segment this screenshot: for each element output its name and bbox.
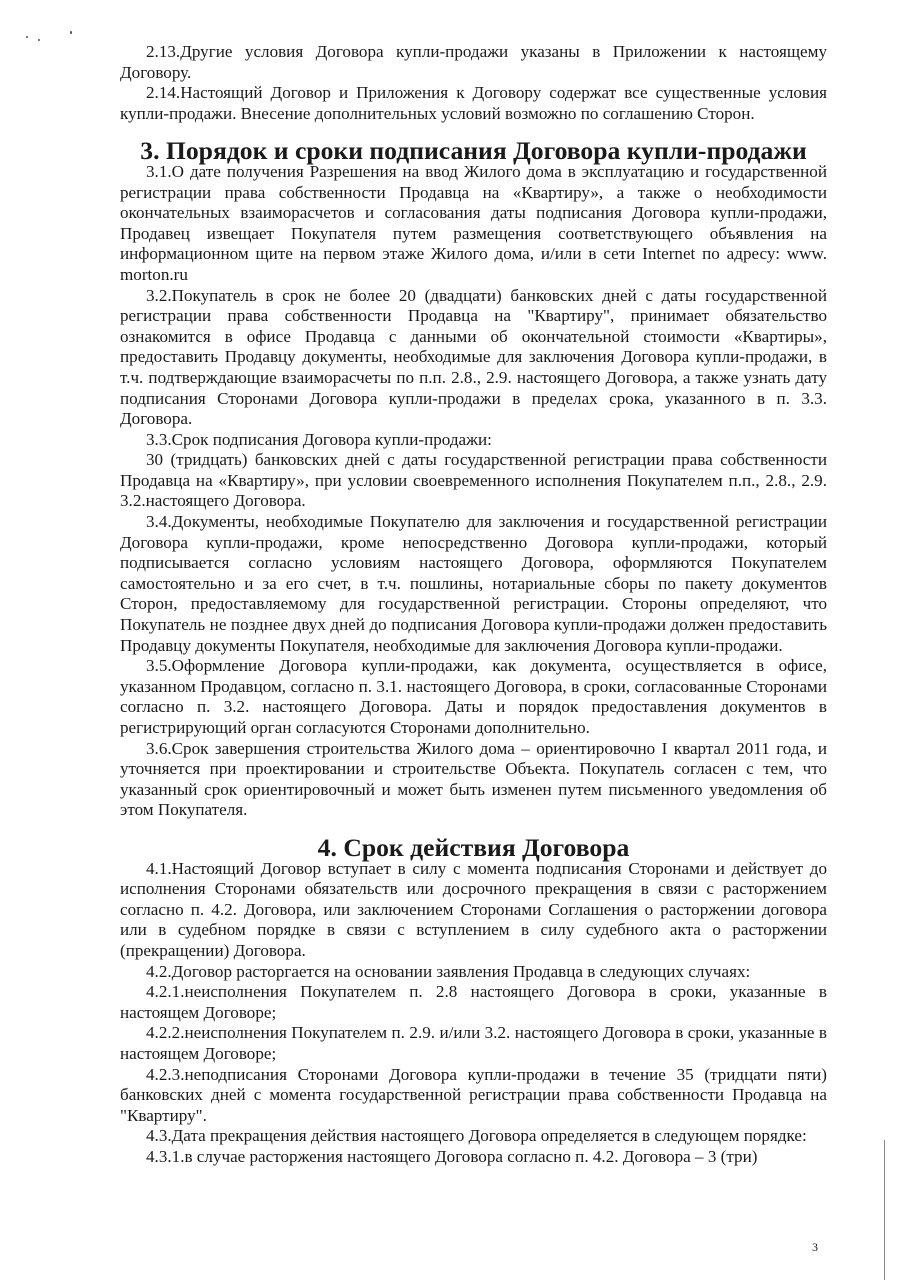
paragraph-3-6: 3.6.Срок завершения строительства Жилого дома – ориентировочно I квартал 2011 года, и уточняется при проектировании и строительстве Объекта. Покупатель согласен с тем, что указанный срок ориентировочный и может быть изменен путем письменного уведомления об этом Покупателя.: [120, 738, 827, 820]
paragraph-4-2-1: 4.2.1.неисполнения Покупателем п. 2.8 настоящего Договора в сроки, указанные в настоящем Договоре;: [120, 982, 827, 1022]
paragraph-2-13: 2.13.Другие условия Договора купли-продажи указаны в Приложении к настоящему Договору.: [120, 42, 827, 82]
paragraph-4-1: 4.1.Настоящий Договор вступает в силу с момента подписания Сторонами и действует до исполнения Сторонами обязательств или досрочного прекращения в связи с расторжением согласно п. 4.2. Договора, или заключением Сторонами Соглашения о расторжении договора или в судебном порядке в связи с вступлением в силу судебного акта о расторжении (прекращении) Договора.: [120, 858, 827, 960]
paragraph-3-5: 3.5.Оформление Договора купли-продажи, как документа, осуществляется в офисе, указанном Продавцом, согласно п. 3.1. настоящего Договора, в сроки, согласованные Сторонами согласно п. 3.2. настоящего Договора. Даты и порядок предоставления документов в регистрирующий орган согласуются Сторонами дополнительно.: [120, 656, 827, 737]
page-number: 3: [812, 1240, 818, 1254]
paragraph-2-14: 2.14.Настоящий Договор и Приложения к Договору содержат все существенные условия купли-продажи. Внесение дополнительных условий возможно по соглашению Сторон.: [120, 83, 827, 123]
section-3-heading: 3. Порядок и сроки подписания Договора купли-продажи: [140, 136, 807, 166]
paragraph-3-2: 3.2.Покупатель в срок не более 20 (двадцати) банковских дней с даты государственной регистрации права собственности Продавца на "Квартиру", принимает обязательство ознакомится в офисе Продавца с данными об окончательной стоимости «Квартиры», предоставить Продавцу документы, необходимые для заключения Договора купли-продажи, в т.ч. подтверждающие взаиморасчеты по п.п. 2.8., 2.9. настоящего Договора, а также узнать дату подписания Сторонами Договора купли-продажи в пределах срока, указанного в п. 3.3. Договора.: [120, 285, 827, 429]
scan-artifact: [38, 39, 40, 41]
paragraph-3-4: 3.4.Документы, необходимые Покупателю для заключения и государственной регистрации Договора купли-продажи, кроме непосредственно Договора купли-продажи, который подписывается согласно условиям настоящего Договора, оформляются Покупателем самостоятельно и за его счет, в т.ч. пошлины, нотариальные сборы по пакету документов Сторон, предоставляемому для государственной регистрации. Стороны определяют, что Покупатель не позднее двух дней до подписания Договора купли-продажи должен предоставить Продавцу документы Покупателя, необходимые для заключения Договора купли-продажи.: [120, 512, 827, 655]
paragraph-3-3-body: 30 (тридцать) банковских дней с даты государственной регистрации права собственности Продавца на «Квартиру», при условии своевременного исполнения Покупателем п.п., 2.8., 2.9. 3.2.настоящего Договора.: [120, 450, 827, 511]
paragraph-4-2-3: 4.2.3.неподписания Сторонами Договора купли-продажи в течение 35 (тридцати пяти) банковских дней с момента государственной регистрации права собственности Продавца на "Квартиру".: [120, 1064, 827, 1125]
paragraph-3-3: 3.3.Срок подписания Договора купли-продажи:: [146, 429, 492, 449]
scan-artifact: [26, 36, 28, 38]
paragraph-4-3-1: 4.3.1.в случае расторжения настоящего Договора согласно п. 4.2. Договора – 3 (три): [146, 1146, 758, 1166]
section-4-heading: 4. Срок действия Договора: [317, 832, 630, 862]
paragraph-4-2-2: 4.2.2.неисполнения Покупателем п. 2.9. и/или 3.2. настоящего Договора в сроки, указанные в настоящем Договоре;: [120, 1023, 827, 1063]
document-page: [120, 42, 827, 1167]
scan-artifact: [70, 31, 72, 34]
paragraph-4-2: 4.2.Договор расторгается на основании заявления Продавца в следующих случаях:: [146, 961, 751, 981]
scan-edge-line: [884, 1140, 885, 1280]
paragraph-4-3: 4.3.Дата прекращения действия настоящего Договора определяется в следующем порядке:: [146, 1126, 807, 1146]
paragraph-3-1: 3.1.О дате получения Разрешения на ввод Жилого дома в эксплуатацию и государственной регистрации права собственности Продавца на «Квартиру», а также о необходимости окончательных взаиморасчетов и согласования даты подписания Договора купли-продажи, Продавец извещает Покупателя путем размещения соответствующего объявления на информационном щите на первом этаже Жилого дома, и/или в сети Internet по адресу: www. morton.ru: [120, 161, 827, 284]
